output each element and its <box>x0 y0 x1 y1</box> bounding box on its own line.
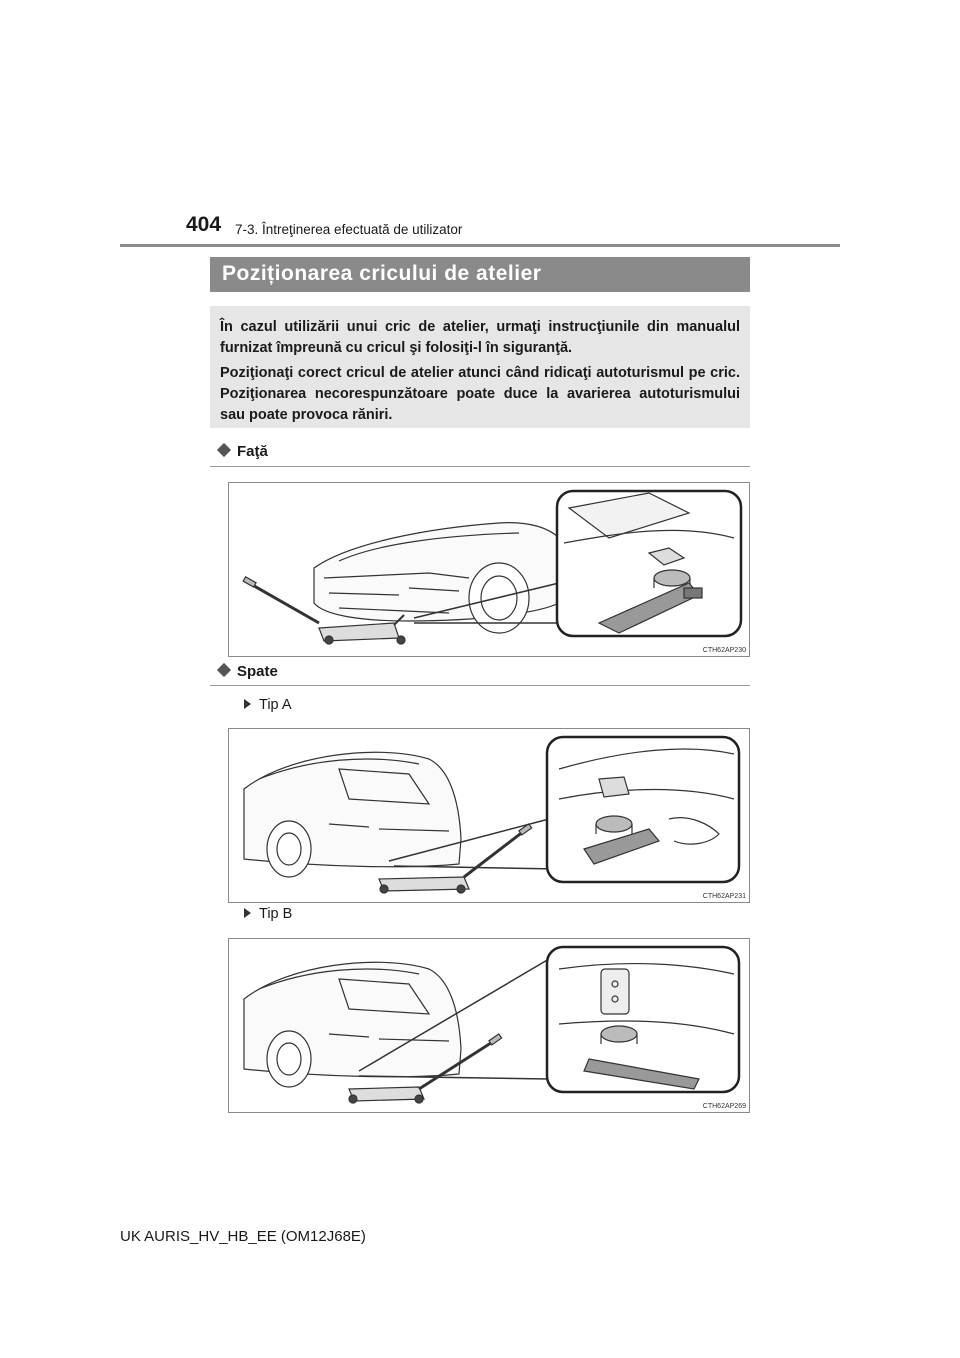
front-heading <box>219 443 268 460</box>
figure-code: CTH62AP269 <box>702 1103 746 1110</box>
rear-heading-label: Spate <box>237 663 278 680</box>
front-jack-figure <box>228 482 750 657</box>
diamond-bullet-icon <box>217 663 231 677</box>
notice-paragraph: În cazul utilizării unui cric de atelier, urmaţi instrucţiunile din manualul furnizat împreună cu cricul şi folosiţi-l în siguranţă. <box>220 319 740 356</box>
heading-divider <box>210 685 750 686</box>
triangle-bullet-icon <box>244 908 251 918</box>
front-car-illustration <box>229 483 749 656</box>
tip-a-text: Tip A <box>259 697 292 713</box>
rear-tip-b-figure <box>228 938 750 1113</box>
figure-code: CTH62AP230 <box>702 647 746 654</box>
diamond-bullet-icon <box>217 443 231 457</box>
page-number: 404 <box>186 213 222 236</box>
rear-tip-a-figure <box>228 728 750 903</box>
rear-car-tip-a-illustration <box>229 729 749 902</box>
triangle-bullet-icon <box>244 699 251 709</box>
notice-box <box>210 306 750 428</box>
tip-a-label <box>244 697 292 713</box>
tip-b-text: Tip B <box>259 906 293 922</box>
document-code: UK AURIS_HV_HB_EE (OM12J68E) <box>120 1228 366 1245</box>
section-title: 7-3. Întreţinerea efectuată de utilizator <box>235 222 463 237</box>
tip-b-label <box>244 906 292 922</box>
header-divider <box>120 244 840 247</box>
notice-paragraph: Poziţionaţi corect cricul de atelier atunci când ridicaţi autoturismul pe cric. Poziţionarea necorespunzătoare poate duce la avarierea autoturismului sau poate provoca răniri. <box>220 365 740 423</box>
rear-heading <box>219 663 278 680</box>
front-heading-label: Faţă <box>237 443 268 460</box>
rear-car-tip-b-illustration <box>229 939 749 1112</box>
figure-code: CTH62AP231 <box>702 893 746 900</box>
section-heading: Poziționarea cricului de atelier <box>222 262 542 285</box>
heading-divider <box>210 466 750 467</box>
section-title-bar <box>210 257 750 292</box>
